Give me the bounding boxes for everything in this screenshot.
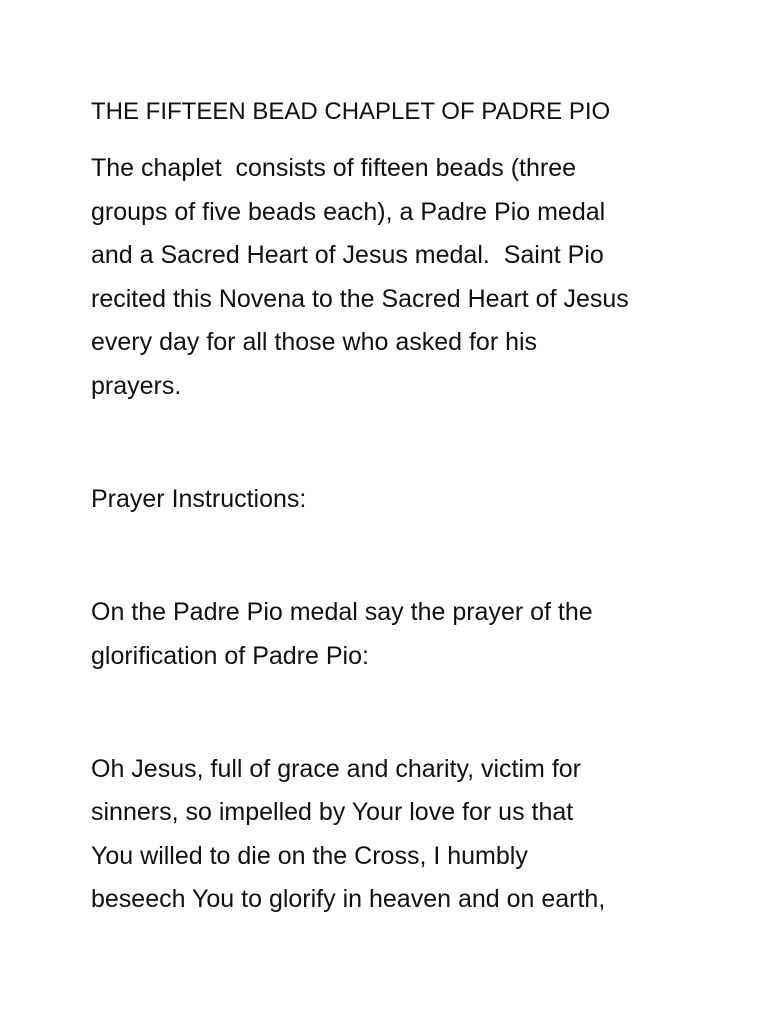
prayer-line: You willed to die on the Cross, I humbly <box>91 842 528 870</box>
intro-line: and a Sacred Heart of Jesus medal. Saint Pio <box>91 241 604 269</box>
medal-instruction-line: glorification of Padre Pio: <box>91 642 369 670</box>
intro-line: groups of five beads each), a Padre Pio medal <box>91 198 606 226</box>
prayer-line: sinners, so impelled by Your love for us that <box>91 798 574 826</box>
prayer-line: beseech You to glorify in heaven and on earth, <box>91 885 606 913</box>
intro-line: prayers. <box>91 372 182 400</box>
intro-line: every day for all those who asked for his <box>91 328 538 356</box>
intro-line: recited this Novena to the Sacred Heart of Jesus <box>91 285 629 313</box>
instructions-heading: Prayer Instructions: <box>91 485 307 513</box>
prayer-line: Oh Jesus, full of grace and charity, victim for <box>91 755 582 783</box>
document-title: THE FIFTEEN BEAD CHAPLET OF PADRE PIO <box>91 98 611 125</box>
medal-instruction-line: On the Padre Pio medal say the prayer of the <box>91 598 593 626</box>
intro-line: The chaplet consists of fifteen beads (three <box>91 154 576 182</box>
